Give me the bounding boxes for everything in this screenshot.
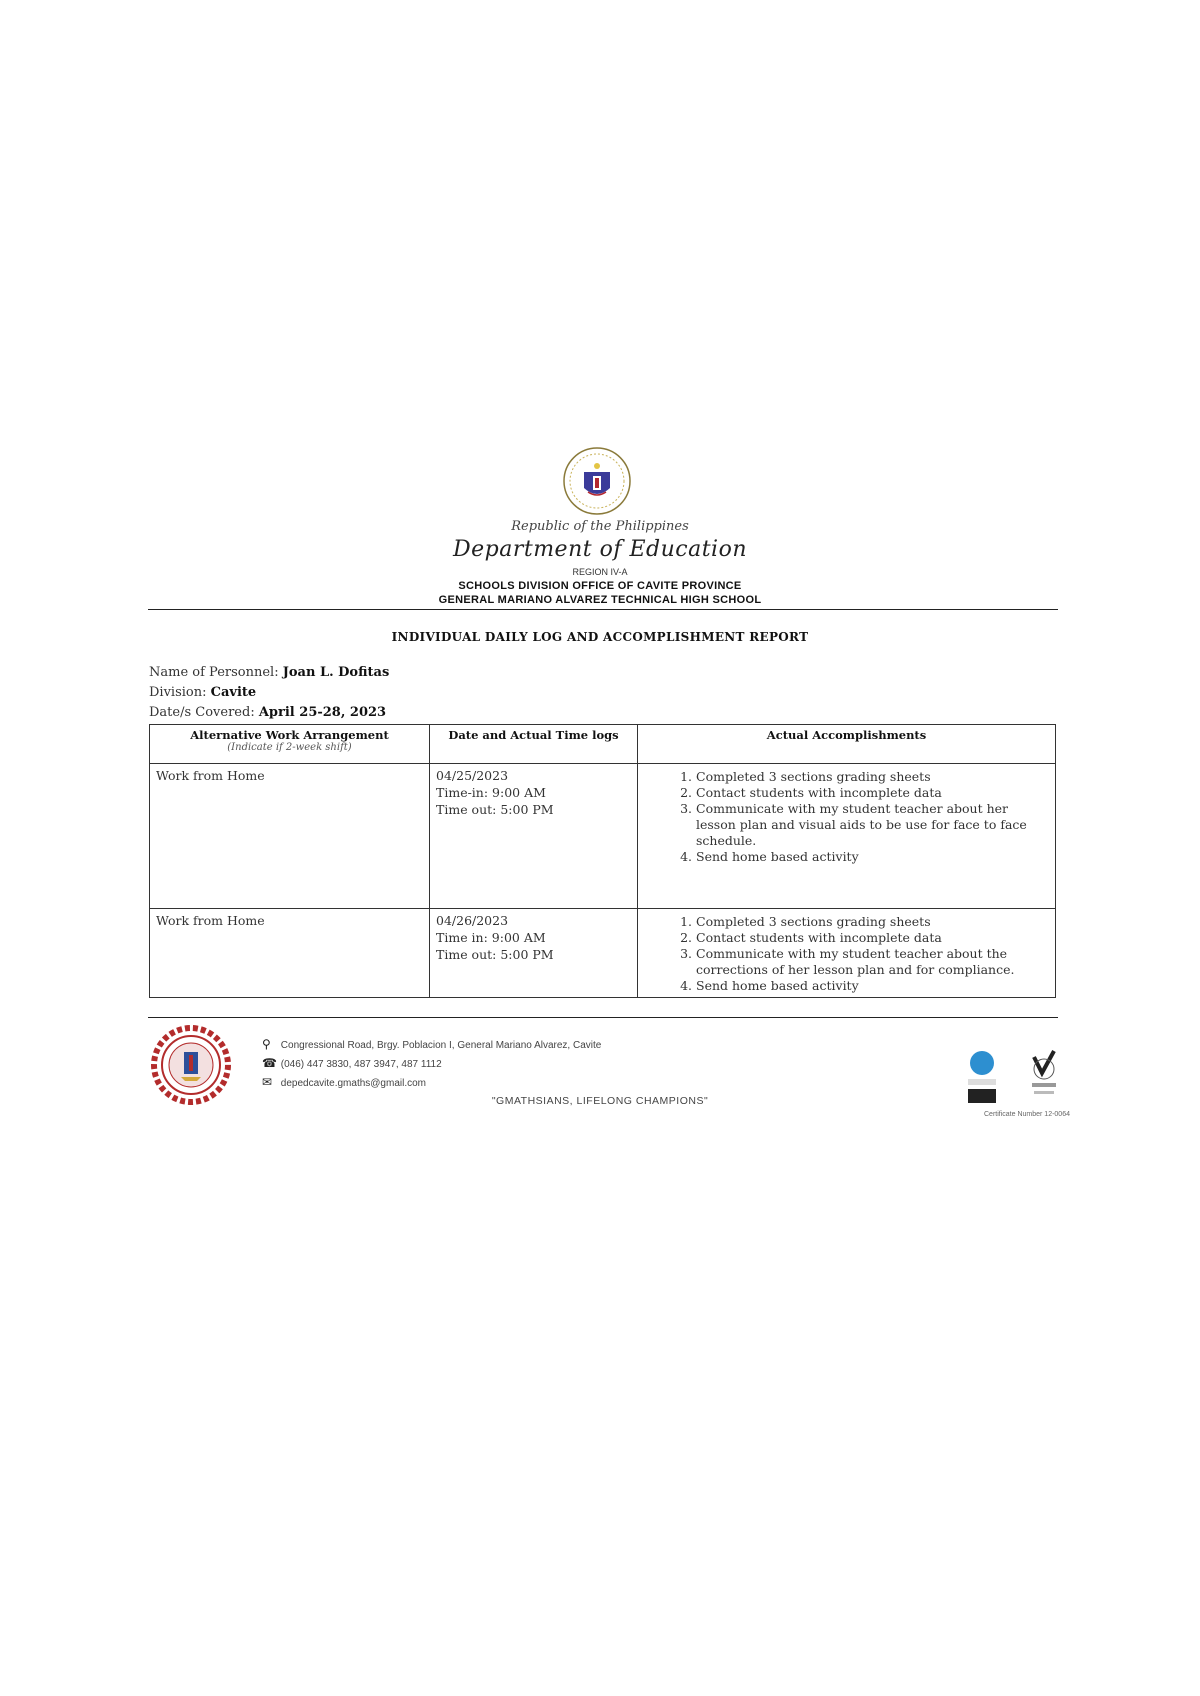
personnel-name-line — [149, 665, 389, 680]
log-date: 04/26/2023 — [436, 913, 509, 928]
deped-seal-logo — [562, 446, 632, 516]
address-text: Congressional Road, Brgy. Poblacion I, General Mariano Alvarez, Cavite — [280, 1040, 602, 1051]
division-line — [149, 685, 256, 700]
phone-line — [262, 1056, 442, 1070]
list-item: 4. Send home based activity — [696, 978, 1049, 994]
dates-covered-value: April 25-28, 2023 — [258, 705, 387, 720]
header-arrangement — [150, 725, 430, 764]
header-timelogs: Date and Actual Time logs — [430, 725, 638, 764]
school-name: GENERAL MARIANO ALVAREZ TECHNICAL HIGH SCHOOL — [438, 594, 762, 606]
time-out: Time out: 5:00 PM — [436, 947, 554, 962]
personnel-name-value: Joan L. Dofitas — [282, 665, 390, 680]
arrangement-cell: Work from Home — [150, 909, 430, 998]
address-line — [262, 1037, 601, 1051]
time-out: Time out: 5:00 PM — [436, 802, 554, 817]
certificate-caption: Certificate Number 12-0064 — [984, 1111, 1070, 1118]
header-arrangement-sub: (Indicate if 2-week shift) — [227, 742, 352, 753]
accomplishment-list — [644, 914, 1049, 994]
daily-log-table — [149, 724, 1056, 998]
envelope-icon: ✉ — [262, 1075, 273, 1089]
report-title: INDIVIDUAL DAILY LOG AND ACCOMPLISHMENT REPORT — [391, 630, 809, 644]
school-logo — [151, 1025, 231, 1105]
accomplishments-cell — [638, 909, 1056, 998]
arrangement-cell: Work from Home — [150, 764, 430, 909]
list-item: 2. Contact students with incomplete data — [696, 930, 1049, 946]
time-in: Time-in: 9:00 AM — [436, 785, 546, 800]
timelog-cell — [430, 909, 638, 998]
table-row — [150, 909, 1056, 998]
timelog-cell — [430, 764, 638, 909]
header-divider — [148, 609, 1058, 610]
division-office-label: SCHOOLS DIVISION OFFICE OF CAVITE PROVINCE — [458, 580, 742, 592]
accomplishment-list — [644, 769, 1049, 865]
list-item: 3. Communicate with my student teacher about her lesson plan and visual aids to be use for face to face schedule. — [696, 801, 1049, 849]
phone-icon: ☎ — [262, 1056, 277, 1070]
republic-label: Republic of the Philippines — [511, 519, 689, 534]
region-label: REGION IV-A — [572, 567, 628, 577]
log-date: 04/25/2023 — [436, 768, 509, 783]
dates-covered-line — [149, 705, 386, 720]
phone-text: (046) 447 3830, 487 3947, 487 1112 — [280, 1059, 442, 1070]
time-in: Time in: 9:00 AM — [436, 930, 546, 945]
footer-divider — [148, 1017, 1058, 1018]
list-item: 1. Completed 3 sections grading sheets — [696, 769, 1049, 785]
personnel-name-label: Name of Personnel: — [149, 665, 279, 680]
header-accomplishments: Actual Accomplishments — [638, 725, 1056, 764]
header-arrangement-label: Alternative Work Arrangement — [190, 728, 389, 742]
department-title: Department of Education — [452, 537, 748, 562]
division-value: Cavite — [210, 685, 257, 700]
email-line — [262, 1075, 426, 1089]
email-text: depedcavite.gmaths@gmail.com — [280, 1078, 427, 1089]
accomplishments-cell — [638, 764, 1056, 909]
table-row — [150, 764, 1056, 909]
table-header-row — [150, 725, 1056, 764]
list-item: 4. Send home based activity — [696, 849, 1049, 865]
school-motto: "GMATHSIANS, LIFELONG CHAMPIONS" — [491, 1095, 709, 1107]
list-item: 1. Completed 3 sections grading sheets — [696, 914, 1049, 930]
dates-covered-label: Date/s Covered: — [149, 705, 255, 720]
division-label: Division: — [149, 685, 207, 700]
list-item: 2. Contact students with incomplete data — [696, 785, 1049, 801]
list-item: 3. Communicate with my student teacher about the corrections of her lesson plan and for compliance. — [696, 946, 1049, 978]
map-pin-icon: ⚲ — [262, 1037, 271, 1051]
